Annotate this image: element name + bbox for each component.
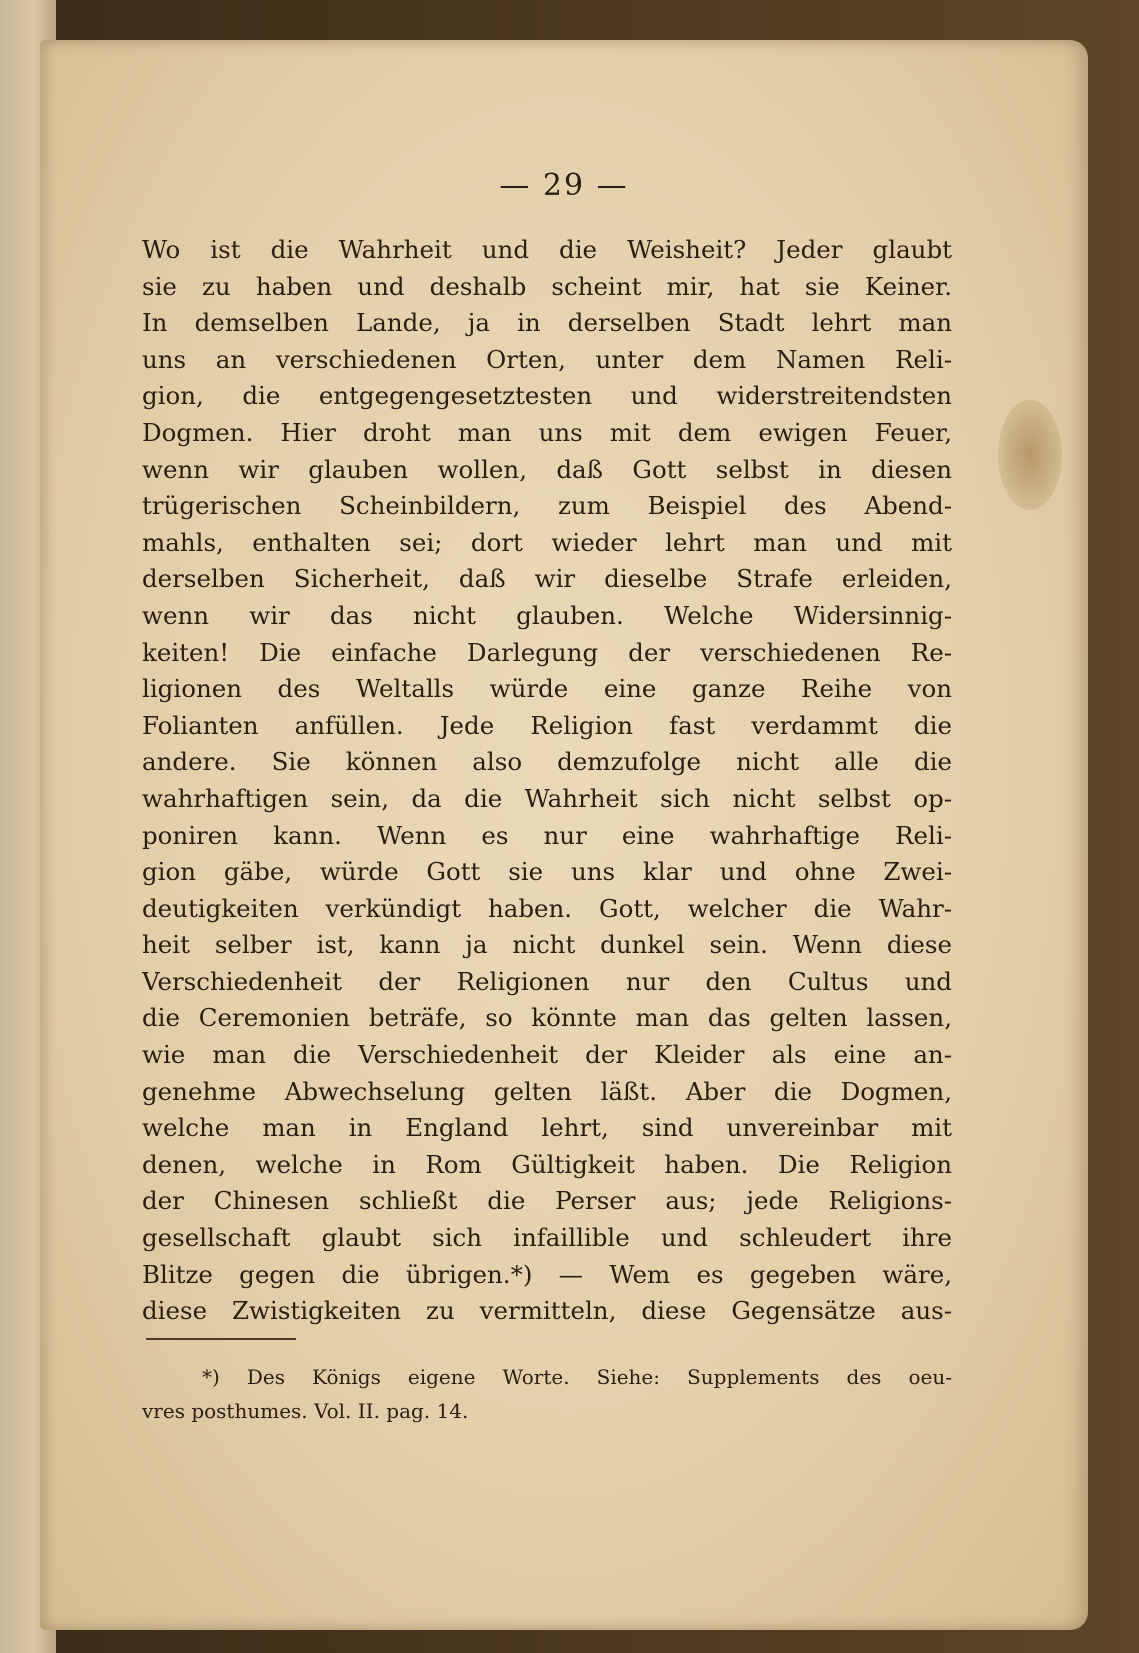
text-line: wenn wir das nicht glauben. Welche Widersinnig- (142, 600, 952, 630)
text-line: Folianten anfüllen. Jede Religion fast verdammt die (142, 710, 952, 740)
text-line: ligionen des Weltalls würde eine ganze Reihe von (142, 674, 952, 704)
text-line: Verschiedenheit der Religionen nur den Cultus und (142, 966, 952, 996)
text-line: uns an verschiedenen Orten, unter dem Namen Reli- (142, 344, 952, 374)
text-line: poniren kann. Wenn es nur eine wahrhaftige Reli- (142, 820, 952, 850)
text-line: andere. Sie können also demzufolge nicht alle die (142, 747, 952, 777)
text-line: welche man in England lehrt, sind unvereinbar mit (142, 1113, 952, 1143)
text-line: mahls, enthalten sei; dort wieder lehrt man und mit (142, 527, 952, 557)
text-line: gesellschaft glaubt sich infaillible und schleudert ihre (142, 1223, 952, 1253)
page-number: — 29 — (499, 168, 629, 203)
text-line: Wo ist die Wahrheit und die Weisheit? Jeder glaubt (142, 235, 952, 264)
book-page (40, 40, 1088, 1630)
text-line: die Ceremonien beträfe, so könnte man das gelten lassen, (142, 1003, 952, 1033)
footnote-rule (146, 1338, 296, 1340)
body-text (142, 232, 952, 1330)
text-line: der Chinesen schließt die Perser aus; jede Religions- (142, 1186, 952, 1216)
text-line: gion, die entgegengesetztesten und widerstreitendsten (142, 381, 952, 411)
text-line: keiten! Die einfache Darlegung der verschiedenen Re- (142, 637, 952, 667)
page-stain (998, 400, 1062, 510)
footnote-line: vres posthumes. Vol. II. pag. 14. (142, 1399, 469, 1423)
text-line: wahrhaftigen sein, da die Wahrheit sich nicht selbst op- (142, 783, 952, 813)
text-line: derselben Sicherheit, daß wir dieselbe Strafe erleiden, (142, 564, 952, 594)
text-line: wie man die Verschiedenheit der Kleider als eine an- (142, 1040, 952, 1070)
text-line: In demselben Lande, ja in derselben Stadt lehrt man (142, 308, 952, 338)
text-line: deutigkeiten verkündigt haben. Gott, welcher die Wahr- (142, 893, 952, 923)
text-line: wenn wir glauben wollen, daß Gott selbst in diesen (142, 454, 952, 484)
footnote-line: *) Des Königs eigene Worte. Siehe: Supplements des oeu- (202, 1365, 952, 1389)
text-line: diese Zwistigkeiten zu vermitteln, diese Gegensätze aus- (142, 1296, 952, 1326)
text-line: denen, welche in Rom Gültigkeit haben. Die Religion (142, 1149, 952, 1179)
text-line: genehme Abwechselung gelten läßt. Aber die Dogmen, (142, 1076, 952, 1106)
footnote (142, 1360, 952, 1428)
text-line: gion gäbe, würde Gott sie uns klar und ohne Zwei- (142, 857, 952, 887)
text-line: trügerischen Scheinbildern, zum Beispiel des Abend- (142, 491, 952, 521)
text-line: sie zu haben und deshalb scheint mir, hat sie Keiner. (142, 271, 952, 301)
text-line: Blitze gegen die übrigen.*) — Wem es gegeben wäre, (142, 1259, 952, 1289)
text-line: heit selber ist, kann ja nicht dunkel sein. Wenn diese (142, 930, 952, 960)
text-line: Dogmen. Hier droht man uns mit dem ewigen Feuer, (142, 417, 952, 447)
